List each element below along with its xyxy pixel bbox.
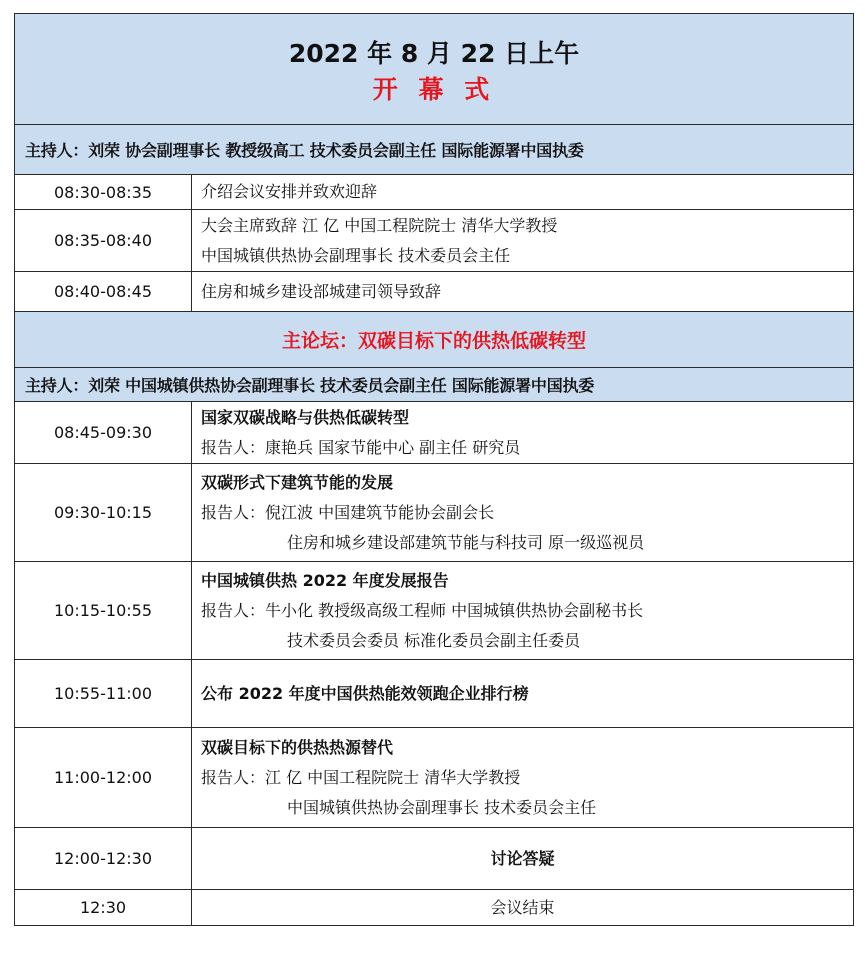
opening-host-row (15, 125, 854, 175)
report-topic: 会议结束 (490, 897, 555, 917)
time-cell: 08:40-08:45 (15, 272, 192, 312)
table-row (15, 402, 854, 464)
reporter: 报告人：牛小化 教授级高级工程师 中国城镇供热协会副秘书长 (201, 600, 644, 620)
agenda-item (192, 464, 854, 562)
agenda-item (192, 402, 854, 464)
agenda-item (192, 175, 854, 210)
table-row (15, 660, 854, 728)
time-cell: 08:45-09:30 (15, 402, 192, 464)
time-cell: 08:35-08:40 (15, 210, 192, 272)
opening-host: 主持人：刘荣 协会副理事长 教授级高工 技术委员会副主任 国际能源署中国执委 (15, 125, 854, 175)
title-row (15, 14, 854, 125)
agenda-item (192, 828, 854, 890)
time-cell: 10:55-11:00 (15, 660, 192, 728)
report-topic: 中国城镇供热 2022 年度发展报告 (201, 570, 449, 590)
agenda-text: 大会主席致辞 江 亿 中国工程院院士 清华大学教授 (201, 215, 558, 235)
forum-host-row (15, 368, 854, 402)
time-cell: 11:00-12:00 (15, 728, 192, 828)
table-row (15, 890, 854, 926)
agenda-item (192, 660, 854, 728)
forum-title-row (15, 312, 854, 368)
report-topic: 讨论答疑 (490, 848, 555, 868)
agenda-item (192, 728, 854, 828)
reporter: 报告人：江 亿 中国工程院院士 清华大学教授 (201, 767, 521, 787)
agenda-item (192, 562, 854, 660)
time-cell: 10:15-10:55 (15, 562, 192, 660)
time-cell: 08:30-08:35 (15, 175, 192, 210)
table-row (15, 464, 854, 562)
report-topic: 双碳形式下建筑节能的发展 (201, 472, 394, 492)
opening-title: 开 幕 式 (372, 75, 496, 104)
table-row (15, 828, 854, 890)
table-row (15, 272, 854, 312)
table-row (15, 562, 854, 660)
table-row (15, 728, 854, 828)
reporter: 报告人：康艳兵 国家节能中心 副主任 研究员 (201, 437, 521, 457)
agenda-item (192, 210, 854, 272)
title-cell (15, 14, 854, 125)
reporter: 报告人：倪江波 中国建筑节能协会副会长 (201, 502, 495, 522)
agenda-text: 住房和城乡建设部城建司领导致辞 (201, 281, 442, 301)
reporter-title: 住房和城乡建设部建筑节能与科技司 原一级巡视员 (287, 532, 645, 552)
session-date: 2022 年 8 月 22 日上午 (288, 39, 580, 68)
table-row (15, 175, 854, 210)
report-topic: 双碳目标下的供热热源替代 (201, 737, 394, 757)
time-cell: 12:30 (15, 890, 192, 926)
agenda-text: 介绍会议安排并致欢迎辞 (201, 182, 378, 201)
schedule-sheet (14, 13, 853, 926)
time-cell: 12:00-12:30 (15, 828, 192, 890)
agenda-text: 中国城镇供热协会副理事长 技术委员会主任 (201, 245, 511, 265)
forum-title: 主论坛：双碳目标下的供热低碳转型 (15, 312, 854, 368)
reporter-title: 技术委员会委员 标准化委员会副主任委员 (287, 630, 581, 650)
report-topic: 公布 2022 年度中国供热能效领跑企业排行榜 (201, 683, 529, 703)
forum-host: 主持人：刘荣 中国城镇供热协会副理事长 技术委员会副主任 国际能源署中国执委 (15, 368, 854, 402)
schedule-table (14, 13, 854, 926)
agenda-item (192, 890, 854, 926)
table-row (15, 210, 854, 272)
agenda-item (192, 272, 854, 312)
time-cell: 09:30-10:15 (15, 464, 192, 562)
reporter-title: 中国城镇供热协会副理事长 技术委员会主任 (287, 797, 597, 817)
report-topic: 国家双碳战略与供热低碳转型 (201, 407, 410, 427)
